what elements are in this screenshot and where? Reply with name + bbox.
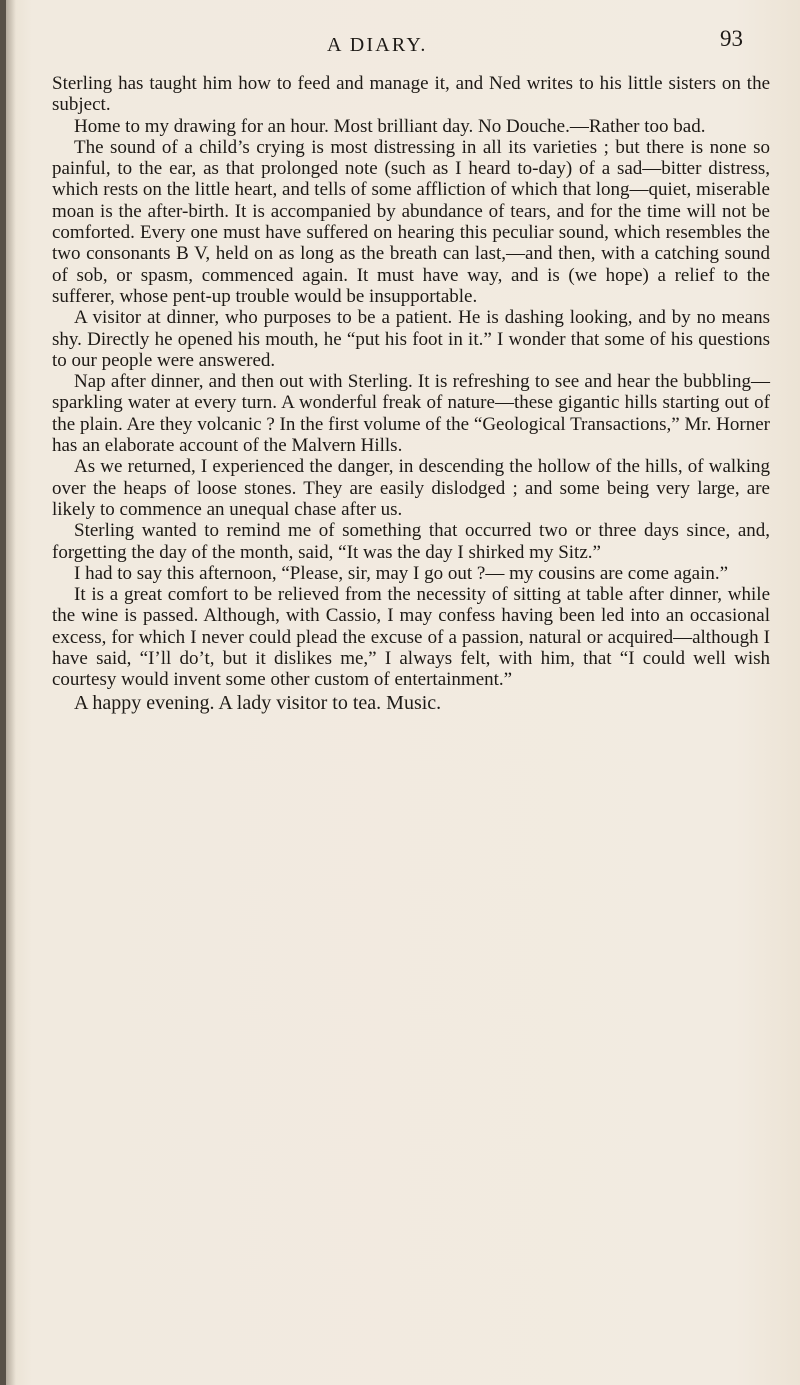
paragraph-7: Sterling wanted to remind me of something that occurred two or three days since, and, forgetting the day of the month, said, “It was the day I shirked my Sitz.” (52, 520, 770, 563)
page-gutter-shadow (6, 0, 16, 1385)
diary-text (52, 73, 770, 714)
paragraph-5: Nap after dinner, and then out with Sterling. It is refreshing to see and hear the bubbling—sparkling water at every turn. A wonderful freak of nature—these gigantic hills starting out of the plain. Are they volcanic ? In the first volume of the “Geological Transactions,” Mr. Horner has an elaborate account of the Malvern Hills. (52, 371, 770, 457)
running-head: A DIARY. (327, 34, 428, 56)
paragraph-2: Home to my drawing for an hour. Most brilliant day. No Douche.—Rather too bad. (74, 115, 706, 137)
paragraph-10: A happy evening. A lady visitor to tea. Music. (74, 691, 442, 714)
paragraph-9: It is a great comfort to be relieved from the necessity of sitting at table after dinner, while the wine is passed. Although, with Cassio, I may confess having been led into an occasional excess, for which I never could plead the excuse of a passion, natural or acquired—although I have said, “I’ll do’t, but it dislikes me,” I always felt, with him, that “I could well wish courtesy would invent some other custom of entertainment.” (52, 584, 770, 691)
paragraph-1: Sterling has taught him how to feed and manage it, and Ned writes to his little sisters on the subject. (52, 73, 770, 116)
page-number: 93 (720, 26, 743, 51)
paragraph-3: The sound of a child’s crying is most distressing in all its varieties ; but there is none so painful, to the ear, as that prolonged note (such as I heard to-day) of a sad—bitter distress, which rests on the little heart, and tells of some affliction of which that long—quiet, miserable moan is the after-birth. It is accompanied by abundance of tears, and for the time will not be comforted. Every one must have suffered on hearing this peculiar sound, which resembles the two consonants B V, held on as long as the breath can last,—and then, with a catching sound of sob, or spasm, commenced again. It must have way, and is (we hope) a relief to the sufferer, whose pent-up trouble would be insupportable. (52, 136, 770, 307)
paragraph-8: I had to say this afternoon, “Please, sir, may I go out ?— my cousins are come again.” (74, 562, 729, 584)
paragraph-4: A visitor at dinner, who purposes to be a patient. He is dashing looking, and by no means shy. Directly he opened his mouth, he “put his foot in it.” I wonder that some of his questions to our people were answered. (52, 307, 770, 371)
paragraph-6: As we returned, I experienced the danger, in descending the hollow of the hills, of walking over the heaps of loose stones. They are easily dislodged ; and some being very large, are likely to commence an unequal chase after us. (52, 456, 770, 520)
